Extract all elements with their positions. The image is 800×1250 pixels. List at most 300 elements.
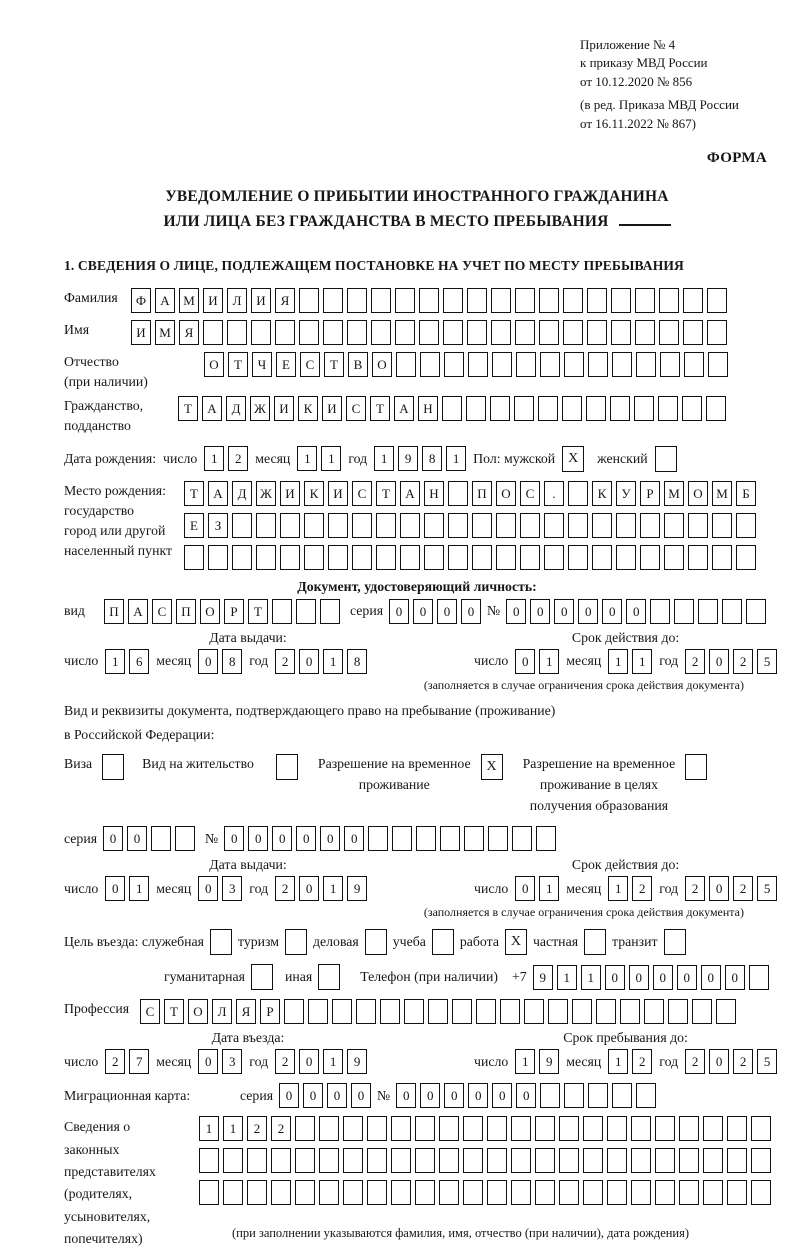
char-cell[interactable] [536, 826, 556, 851]
char-cell[interactable]: С [520, 481, 540, 506]
char-cell[interactable] [612, 352, 632, 377]
char-cell[interactable] [535, 1180, 555, 1205]
char-cell[interactable] [332, 999, 352, 1024]
char-cell[interactable]: 0 [677, 965, 697, 990]
char-cell[interactable]: А [394, 396, 414, 421]
char-cell[interactable] [588, 352, 608, 377]
char-cell[interactable]: 0 [629, 965, 649, 990]
char-cell[interactable]: 1 [323, 1049, 343, 1074]
char-cell[interactable] [684, 352, 704, 377]
char-cell[interactable] [712, 545, 732, 570]
char-cell[interactable]: 0 [492, 1083, 512, 1108]
char-cell[interactable] [488, 826, 508, 851]
char-cell[interactable] [511, 1148, 531, 1173]
char-cell[interactable]: 0 [515, 649, 535, 674]
char-cell[interactable]: 8 [422, 446, 442, 471]
char-cell[interactable]: 1 [539, 876, 559, 901]
char-cell[interactable] [448, 481, 468, 506]
char-cell[interactable]: 3 [222, 876, 242, 901]
char-cell[interactable]: И [328, 481, 348, 506]
char-cell[interactable]: 9 [347, 876, 367, 901]
char-cell[interactable]: 2 [685, 1049, 705, 1074]
char-cell[interactable] [707, 320, 727, 345]
char-cell[interactable]: 0 [279, 1083, 299, 1108]
char-cell[interactable] [568, 545, 588, 570]
char-cell[interactable]: А [128, 599, 148, 624]
char-cell[interactable] [208, 545, 228, 570]
char-cell[interactable] [538, 396, 558, 421]
char-cell[interactable] [424, 545, 444, 570]
char-cell[interactable]: Л [212, 999, 232, 1024]
char-cell[interactable] [304, 513, 324, 538]
char-cell[interactable] [607, 1148, 627, 1173]
char-cell[interactable]: Т [324, 352, 344, 377]
char-cell[interactable] [227, 320, 247, 345]
char-cell[interactable]: 2 [271, 1116, 291, 1141]
char-cell[interactable]: 1 [323, 876, 343, 901]
char-cell[interactable]: 1 [539, 649, 559, 674]
sex-female-checkbox[interactable] [655, 446, 677, 472]
visa-checkbox[interactable] [102, 754, 124, 780]
char-cell[interactable] [736, 513, 756, 538]
char-cell[interactable]: 0 [653, 965, 673, 990]
char-cell[interactable] [515, 320, 535, 345]
char-cell[interactable] [707, 288, 727, 313]
char-cell[interactable] [698, 599, 718, 624]
char-cell[interactable]: А [208, 481, 228, 506]
char-cell[interactable] [347, 320, 367, 345]
temp-residence-checkbox[interactable]: X [481, 754, 503, 780]
char-cell[interactable] [223, 1180, 243, 1205]
char-cell[interactable]: 0 [299, 649, 319, 674]
char-cell[interactable] [391, 1116, 411, 1141]
char-cell[interactable] [467, 320, 487, 345]
char-cell[interactable] [251, 320, 271, 345]
char-cell[interactable] [319, 1180, 339, 1205]
char-cell[interactable] [463, 1116, 483, 1141]
char-cell[interactable]: П [472, 481, 492, 506]
char-cell[interactable] [610, 396, 630, 421]
char-cell[interactable] [416, 826, 436, 851]
purpose-private-checkbox[interactable] [584, 929, 606, 955]
char-cell[interactable]: 0 [389, 599, 409, 624]
char-cell[interactable]: 0 [344, 826, 364, 851]
char-cell[interactable]: Т [184, 481, 204, 506]
char-cell[interactable] [635, 320, 655, 345]
char-cell[interactable]: 9 [533, 965, 553, 990]
char-cell[interactable]: 2 [685, 876, 705, 901]
char-cell[interactable] [727, 1148, 747, 1173]
char-cell[interactable] [395, 320, 415, 345]
char-cell[interactable] [592, 545, 612, 570]
temp-residence-edu-checkbox[interactable] [685, 754, 707, 780]
char-cell[interactable]: . [544, 481, 564, 506]
char-cell[interactable] [703, 1180, 723, 1205]
char-cell[interactable]: И [131, 320, 151, 345]
char-cell[interactable]: 1 [608, 649, 628, 674]
char-cell[interactable] [319, 1148, 339, 1173]
char-cell[interactable] [428, 999, 448, 1024]
char-cell[interactable]: 5 [757, 649, 777, 674]
char-cell[interactable] [199, 1148, 219, 1173]
char-cell[interactable] [751, 1148, 771, 1173]
char-cell[interactable] [352, 513, 372, 538]
char-cell[interactable]: К [304, 481, 324, 506]
char-cell[interactable] [400, 545, 420, 570]
char-cell[interactable] [443, 288, 463, 313]
char-cell[interactable]: 0 [224, 826, 244, 851]
char-cell[interactable]: Л [227, 288, 247, 313]
char-cell[interactable] [496, 545, 516, 570]
char-cell[interactable] [683, 320, 703, 345]
char-cell[interactable] [343, 1116, 363, 1141]
sex-male-checkbox[interactable]: X [562, 446, 584, 472]
char-cell[interactable] [644, 999, 664, 1024]
char-cell[interactable] [496, 513, 516, 538]
char-cell[interactable] [708, 352, 728, 377]
char-cell[interactable] [368, 826, 388, 851]
char-cell[interactable] [751, 1180, 771, 1205]
char-cell[interactable] [476, 999, 496, 1024]
char-cell[interactable]: 1 [608, 1049, 628, 1074]
char-cell[interactable] [616, 545, 636, 570]
char-cell[interactable]: 8 [347, 649, 367, 674]
char-cell[interactable] [319, 1116, 339, 1141]
char-cell[interactable] [564, 352, 584, 377]
char-cell[interactable] [343, 1148, 363, 1173]
char-cell[interactable] [323, 288, 343, 313]
char-cell[interactable] [356, 999, 376, 1024]
char-cell[interactable]: Р [640, 481, 660, 506]
char-cell[interactable]: 2 [632, 1049, 652, 1074]
char-cell[interactable]: Е [276, 352, 296, 377]
char-cell[interactable]: 2 [247, 1116, 267, 1141]
char-cell[interactable]: И [203, 288, 223, 313]
char-cell[interactable]: И [251, 288, 271, 313]
char-cell[interactable] [640, 545, 660, 570]
char-cell[interactable] [716, 999, 736, 1024]
char-cell[interactable]: К [298, 396, 318, 421]
char-cell[interactable] [572, 999, 592, 1024]
char-cell[interactable]: 5 [757, 876, 777, 901]
char-cell[interactable] [559, 1148, 579, 1173]
char-cell[interactable] [439, 1180, 459, 1205]
char-cell[interactable]: 0 [725, 965, 745, 990]
char-cell[interactable] [343, 1180, 363, 1205]
char-cell[interactable]: 0 [396, 1083, 416, 1108]
char-cell[interactable] [280, 513, 300, 538]
char-cell[interactable]: П [104, 599, 124, 624]
char-cell[interactable] [664, 513, 684, 538]
char-cell[interactable] [679, 1180, 699, 1205]
char-cell[interactable] [655, 1116, 675, 1141]
char-cell[interactable] [727, 1180, 747, 1205]
char-cell[interactable] [596, 999, 616, 1024]
char-cell[interactable]: 0 [701, 965, 721, 990]
char-cell[interactable]: 2 [275, 649, 295, 674]
purpose-other-checkbox[interactable] [318, 964, 340, 990]
char-cell[interactable] [439, 1116, 459, 1141]
char-cell[interactable] [520, 545, 540, 570]
char-cell[interactable] [544, 545, 564, 570]
char-cell[interactable] [668, 999, 688, 1024]
char-cell[interactable]: 1 [321, 446, 341, 471]
char-cell[interactable] [749, 965, 769, 990]
char-cell[interactable] [467, 288, 487, 313]
char-cell[interactable] [299, 288, 319, 313]
char-cell[interactable] [679, 1116, 699, 1141]
char-cell[interactable] [592, 513, 612, 538]
char-cell[interactable]: 2 [733, 1049, 753, 1074]
char-cell[interactable]: 0 [303, 1083, 323, 1108]
char-cell[interactable]: 0 [351, 1083, 371, 1108]
char-cell[interactable] [232, 545, 252, 570]
char-cell[interactable]: Ж [256, 481, 276, 506]
char-cell[interactable] [640, 513, 660, 538]
char-cell[interactable] [511, 1116, 531, 1141]
char-cell[interactable] [544, 513, 564, 538]
char-cell[interactable] [650, 599, 670, 624]
char-cell[interactable] [636, 352, 656, 377]
char-cell[interactable] [631, 1180, 651, 1205]
char-cell[interactable] [559, 1180, 579, 1205]
char-cell[interactable] [588, 1083, 608, 1108]
char-cell[interactable]: 0 [198, 649, 218, 674]
char-cell[interactable] [464, 826, 484, 851]
char-cell[interactable] [367, 1116, 387, 1141]
char-cell[interactable] [540, 352, 560, 377]
char-cell[interactable] [392, 826, 412, 851]
char-cell[interactable]: М [664, 481, 684, 506]
char-cell[interactable]: 2 [632, 876, 652, 901]
char-cell[interactable]: 1 [581, 965, 601, 990]
char-cell[interactable]: Т [228, 352, 248, 377]
char-cell[interactable] [371, 288, 391, 313]
char-cell[interactable] [232, 513, 252, 538]
char-cell[interactable]: А [202, 396, 222, 421]
char-cell[interactable] [631, 1148, 651, 1173]
char-cell[interactable]: 1 [199, 1116, 219, 1141]
char-cell[interactable]: 2 [733, 876, 753, 901]
char-cell[interactable]: Т [178, 396, 198, 421]
char-cell[interactable] [559, 1116, 579, 1141]
char-cell[interactable]: Ф [131, 288, 151, 313]
char-cell[interactable] [419, 288, 439, 313]
char-cell[interactable]: Ж [250, 396, 270, 421]
char-cell[interactable]: Д [226, 396, 246, 421]
char-cell[interactable]: 2 [685, 649, 705, 674]
char-cell[interactable] [448, 513, 468, 538]
char-cell[interactable] [444, 352, 464, 377]
char-cell[interactable] [611, 288, 631, 313]
char-cell[interactable] [271, 1180, 291, 1205]
char-cell[interactable] [660, 352, 680, 377]
char-cell[interactable]: 1 [223, 1116, 243, 1141]
char-cell[interactable] [320, 599, 340, 624]
char-cell[interactable] [658, 396, 678, 421]
char-cell[interactable] [391, 1180, 411, 1205]
purpose-business-checkbox[interactable] [365, 929, 387, 955]
char-cell[interactable] [514, 396, 534, 421]
char-cell[interactable]: 3 [222, 1049, 242, 1074]
char-cell[interactable]: М [712, 481, 732, 506]
char-cell[interactable] [472, 545, 492, 570]
char-cell[interactable] [636, 1083, 656, 1108]
char-cell[interactable]: 0 [554, 599, 574, 624]
char-cell[interactable]: 1 [129, 876, 149, 901]
char-cell[interactable]: 0 [272, 826, 292, 851]
char-cell[interactable] [376, 545, 396, 570]
char-cell[interactable] [275, 320, 295, 345]
char-cell[interactable] [683, 288, 703, 313]
char-cell[interactable] [664, 545, 684, 570]
char-cell[interactable]: И [274, 396, 294, 421]
char-cell[interactable] [295, 1148, 315, 1173]
char-cell[interactable]: С [140, 999, 160, 1024]
char-cell[interactable] [256, 545, 276, 570]
char-cell[interactable] [659, 320, 679, 345]
char-cell[interactable] [420, 352, 440, 377]
char-cell[interactable] [295, 1180, 315, 1205]
char-cell[interactable]: 1 [204, 446, 224, 471]
char-cell[interactable] [247, 1180, 267, 1205]
char-cell[interactable]: Я [275, 288, 295, 313]
char-cell[interactable] [631, 1116, 651, 1141]
char-cell[interactable]: Т [164, 999, 184, 1024]
char-cell[interactable] [548, 999, 568, 1024]
char-cell[interactable] [635, 288, 655, 313]
char-cell[interactable]: 2 [275, 876, 295, 901]
char-cell[interactable]: Н [424, 481, 444, 506]
char-cell[interactable] [539, 320, 559, 345]
char-cell[interactable] [616, 513, 636, 538]
char-cell[interactable]: О [204, 352, 224, 377]
char-cell[interactable] [607, 1180, 627, 1205]
char-cell[interactable]: 0 [299, 1049, 319, 1074]
char-cell[interactable]: У [616, 481, 636, 506]
char-cell[interactable] [535, 1148, 555, 1173]
char-cell[interactable] [587, 288, 607, 313]
char-cell[interactable]: 0 [578, 599, 598, 624]
char-cell[interactable] [712, 513, 732, 538]
char-cell[interactable]: 0 [468, 1083, 488, 1108]
char-cell[interactable] [674, 599, 694, 624]
char-cell[interactable] [463, 1180, 483, 1205]
char-cell[interactable]: 0 [709, 876, 729, 901]
char-cell[interactable] [472, 513, 492, 538]
char-cell[interactable]: П [176, 599, 196, 624]
char-cell[interactable] [611, 320, 631, 345]
char-cell[interactable]: З [208, 513, 228, 538]
char-cell[interactable] [223, 1148, 243, 1173]
char-cell[interactable]: 1 [557, 965, 577, 990]
char-cell[interactable]: Н [418, 396, 438, 421]
char-cell[interactable] [722, 599, 742, 624]
char-cell[interactable] [271, 1148, 291, 1173]
char-cell[interactable] [323, 320, 343, 345]
char-cell[interactable]: Б [736, 481, 756, 506]
char-cell[interactable] [568, 481, 588, 506]
char-cell[interactable] [352, 545, 372, 570]
residence-permit-checkbox[interactable] [276, 754, 298, 780]
char-cell[interactable]: 0 [506, 599, 526, 624]
char-cell[interactable] [448, 545, 468, 570]
char-cell[interactable]: 0 [602, 599, 622, 624]
char-cell[interactable] [328, 545, 348, 570]
char-cell[interactable] [424, 513, 444, 538]
char-cell[interactable] [443, 320, 463, 345]
char-cell[interactable]: О [688, 481, 708, 506]
char-cell[interactable] [256, 513, 276, 538]
char-cell[interactable]: 0 [626, 599, 646, 624]
char-cell[interactable] [540, 1083, 560, 1108]
char-cell[interactable] [466, 396, 486, 421]
char-cell[interactable]: Е [184, 513, 204, 538]
char-cell[interactable] [308, 999, 328, 1024]
char-cell[interactable]: С [300, 352, 320, 377]
char-cell[interactable]: 9 [347, 1049, 367, 1074]
char-cell[interactable]: О [496, 481, 516, 506]
char-cell[interactable] [415, 1180, 435, 1205]
char-cell[interactable]: Т [376, 481, 396, 506]
char-cell[interactable]: Я [236, 999, 256, 1024]
char-cell[interactable]: Р [224, 599, 244, 624]
char-cell[interactable] [272, 599, 292, 624]
char-cell[interactable] [539, 288, 559, 313]
char-cell[interactable] [500, 999, 520, 1024]
char-cell[interactable] [746, 599, 766, 624]
char-cell[interactable] [247, 1148, 267, 1173]
char-cell[interactable] [490, 396, 510, 421]
char-cell[interactable]: 0 [461, 599, 481, 624]
char-cell[interactable] [151, 826, 171, 851]
char-cell[interactable]: 0 [103, 826, 123, 851]
char-cell[interactable]: А [400, 481, 420, 506]
char-cell[interactable]: Т [248, 599, 268, 624]
purpose-transit-checkbox[interactable] [664, 929, 686, 955]
char-cell[interactable] [463, 1148, 483, 1173]
purpose-official-checkbox[interactable] [210, 929, 232, 955]
char-cell[interactable]: 0 [709, 1049, 729, 1074]
char-cell[interactable] [452, 999, 472, 1024]
char-cell[interactable] [419, 320, 439, 345]
char-cell[interactable] [583, 1116, 603, 1141]
char-cell[interactable]: 9 [539, 1049, 559, 1074]
char-cell[interactable] [587, 320, 607, 345]
char-cell[interactable]: 9 [398, 446, 418, 471]
char-cell[interactable] [751, 1116, 771, 1141]
char-cell[interactable] [203, 320, 223, 345]
char-cell[interactable] [703, 1148, 723, 1173]
purpose-study-checkbox[interactable] [432, 929, 454, 955]
char-cell[interactable] [439, 1148, 459, 1173]
char-cell[interactable]: 0 [299, 876, 319, 901]
char-cell[interactable] [682, 396, 702, 421]
char-cell[interactable] [620, 999, 640, 1024]
char-cell[interactable] [524, 999, 544, 1024]
char-cell[interactable] [440, 826, 460, 851]
char-cell[interactable]: Р [260, 999, 280, 1024]
char-cell[interactable] [736, 545, 756, 570]
char-cell[interactable] [563, 288, 583, 313]
char-cell[interactable]: 6 [129, 649, 149, 674]
char-cell[interactable] [612, 1083, 632, 1108]
char-cell[interactable] [655, 1148, 675, 1173]
char-cell[interactable] [395, 288, 415, 313]
char-cell[interactable] [415, 1148, 435, 1173]
char-cell[interactable]: 0 [605, 965, 625, 990]
char-cell[interactable] [535, 1116, 555, 1141]
